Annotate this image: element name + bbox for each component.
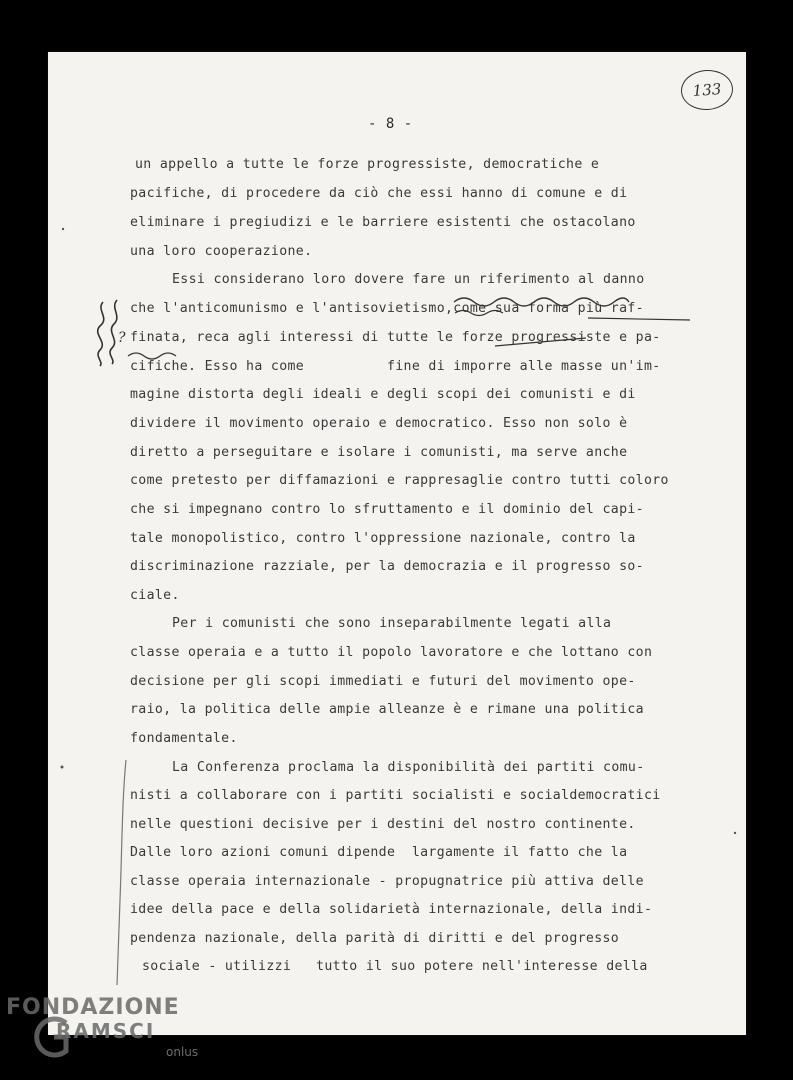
foundation-watermark-logo: [6, 995, 206, 1070]
logo-text-line1: FONDAZIONE: [6, 995, 180, 1020]
text-line: discriminazione razziale, per la democrazia e il progresso so-: [130, 559, 644, 574]
text-line: Essi considerano loro dovere fare un riferimento al danno: [172, 272, 645, 287]
question-mark: ?: [118, 330, 126, 346]
text-line: idee della pace e della solidarietà internazionale, della indi-: [130, 902, 653, 917]
margin-dot: [62, 228, 64, 230]
margin-vertical-line: [117, 760, 126, 985]
page-number: - 8 -: [368, 116, 413, 132]
wavy-underline: [128, 353, 176, 359]
text-line: Per i comunisti che sono inseparabilmente legati alla: [172, 616, 612, 631]
margin-brace-mark: [110, 300, 117, 364]
margin-brace-mark: [98, 302, 104, 366]
text-line: che si impegnano contro lo sfruttamento e il dominio del capi-: [130, 502, 644, 517]
text-line: una loro cooperazione.: [130, 244, 313, 259]
text-line: finata, reca agli interessi di tutte le forze progressiste e pa-: [130, 330, 661, 345]
margin-dot: [61, 766, 64, 769]
text-line: classe operaia e a tutto il popolo lavoratore e che lottano con: [130, 645, 653, 660]
text-line: cifiche. Esso ha come fine di imporre alle masse un'im-: [130, 359, 661, 374]
text-line: diretto a perseguitare e isolare i comunisti, ma serve anche: [130, 445, 628, 460]
strike-through: [495, 338, 586, 346]
text-line: ciale.: [130, 588, 180, 603]
underline-stroke: [588, 318, 690, 320]
text-line: sociale - utilizzi tutto il suo potere nell'interesse della: [142, 959, 648, 974]
text-line: che l'anticomunismo e l'antisovietismo,come sua forma più raf-: [130, 301, 644, 316]
text-line: pacifiche, di procedere da ciò che essi hanno di comune e di: [130, 186, 628, 201]
text-line: un appello a tutte le forze progressiste, democratiche e: [135, 157, 600, 172]
text-line: fondamentale.: [130, 731, 238, 746]
archive-number-stamp: 133: [680, 68, 735, 112]
wavy-underline: [454, 298, 629, 306]
margin-dot: [734, 832, 736, 834]
logo-text-line3: onlus: [166, 1045, 199, 1059]
text-line: La Conferenza proclama la disponibilità dei partiti comu-: [172, 760, 645, 775]
text-line: Dalle loro azioni comuni dipende largamente il fatto che la: [130, 845, 628, 860]
logo-text-line2: RAMSCI: [56, 1019, 156, 1043]
text-line: nelle questioni decisive per i destini del nostro continente.: [130, 817, 636, 832]
text-line: raio, la politica delle ampie alleanze è e rimane una politica: [130, 702, 644, 717]
text-line: come pretesto per diffamazioni e rappresaglie contro tutti coloro: [130, 473, 669, 488]
text-line: decisione per gli scopi immediati e futuri del movimento ope-: [130, 674, 636, 689]
text-line: tale monopolistico, contro l'oppressione nazionale, contro la: [130, 531, 636, 546]
wavy-underline: [455, 311, 503, 316]
text-line: pendenza nazionale, della parità di diritti e del progresso: [130, 931, 620, 946]
text-line: eliminare i pregiudizi e le barriere esistenti che ostacolano: [130, 215, 636, 230]
text-line: classe operaia internazionale - propugnatrice più attiva delle: [130, 874, 644, 889]
text-line: magine distorta degli ideali e degli scopi dei comunisti e di: [130, 387, 636, 402]
text-line: dividere il movimento operaio e democratico. Esso non solo è: [130, 416, 628, 431]
text-line: nisti a collaborare con i partiti socialisti e socialdemocratici: [130, 788, 661, 803]
